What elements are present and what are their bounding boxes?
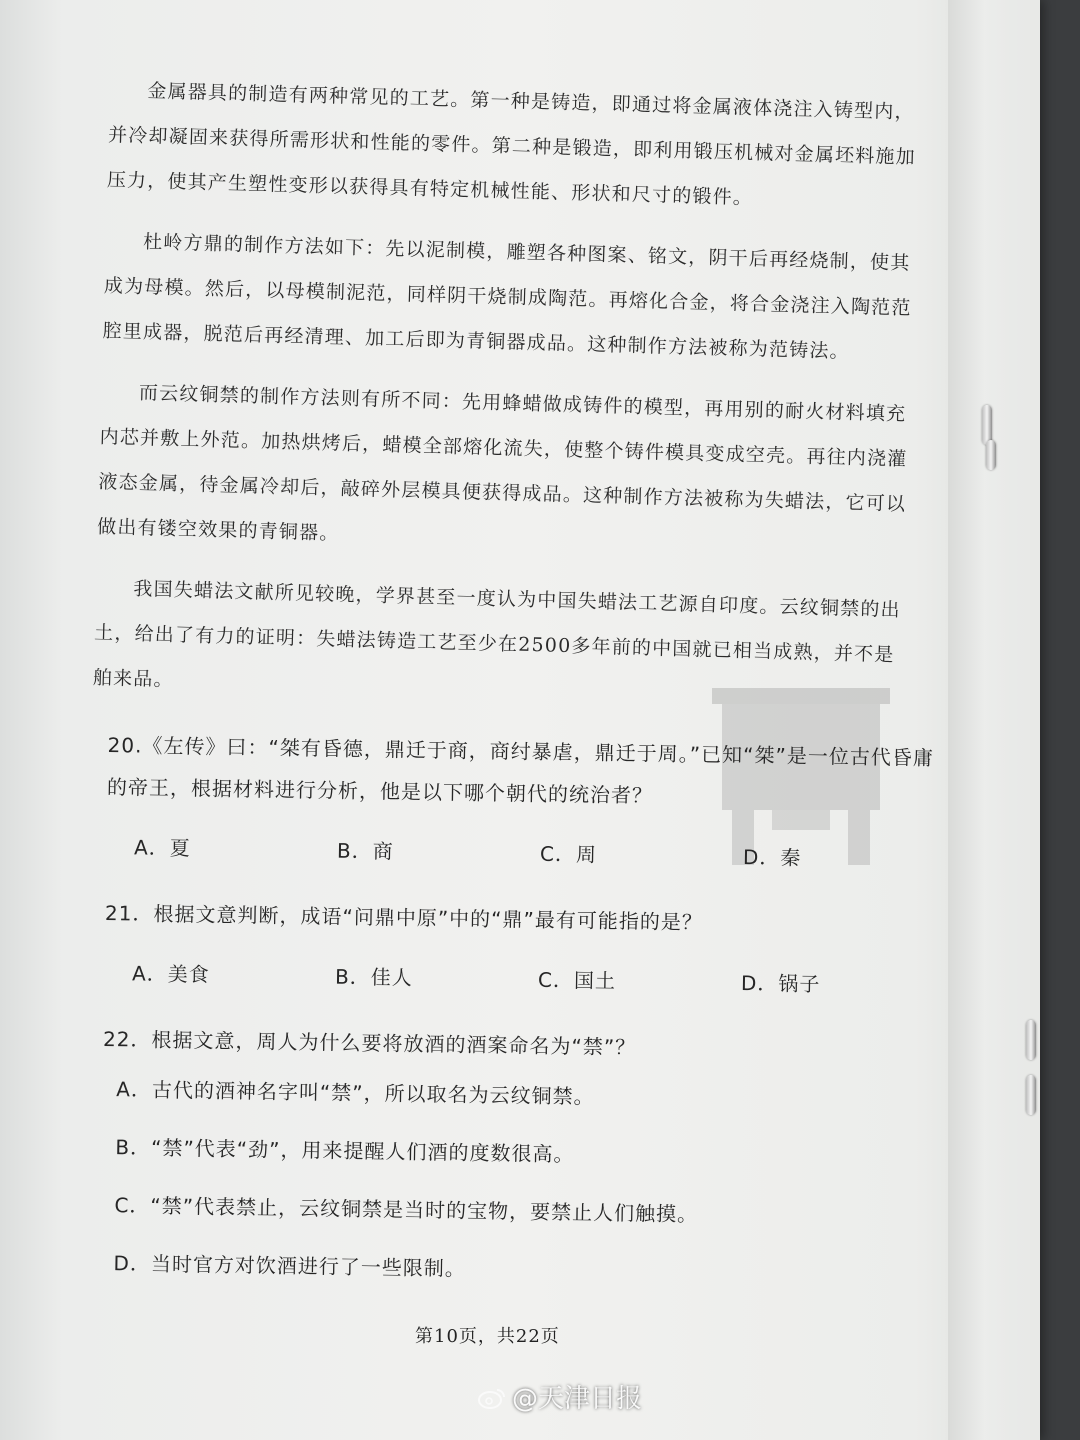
passage-paragraph: 杜岭方鼎的制作方法如下：先以泥制模，雕塑各种图案、铭文，阴干后再经烧制，使其成为母模。然后，以母模制泥范，同样阴干烧制成陶范。再熔化合金，将合金浇注入陶范范腔里成器，脱范后再经清理、加工后即为青铜器成品。这种制作方法被称为范铸法。 xyxy=(102,230,912,363)
option-d: D．秦 xyxy=(742,844,802,870)
binding-clip xyxy=(986,440,996,470)
option-c: C．国土 xyxy=(537,967,617,994)
passage-paragraph: 而云纹铜禁的制作方法则有所不同：先用蜂蜡做成铸件的模型，再用别的耐火材料填充内芯并敷上外范。加热烘烤后，蜡模全部熔化流失，使整个铸件模具变成空壳。再往内浇灌液态金属，待金属冷却后，敲碎外层模具便获得成品。这种制作方法被称为失蜡法，它可以做出有镂空效果的青铜器。 xyxy=(96,381,908,545)
option-d: D．当时官方对饮酒进行了一些限制。 xyxy=(113,1251,467,1281)
page-number: 第10页，共22页 xyxy=(415,1326,560,1347)
passage-paragraph: 金属器具的制造有两种常见的工艺。第一种是铸造，即通过将金属液体浇注入铸型内，并冷却凝固来获得所需形状和性能的零件。第二种是锻造，即利用锻压机械对金属坯料施加压力，使其产生塑性变形以获得具有特定机械性能、形状和尺寸的锻件。 xyxy=(106,80,917,210)
option-d: D．锅子 xyxy=(740,970,821,997)
option-a: A．古代的酒神名字叫“禁”，所以取名为云纹铜禁。 xyxy=(116,1077,595,1109)
question-stem: 20.《左传》曰：“桀有昏德，鼎迁于商，商纣暴虐，鼎迁于周。”已知“桀”是一位古代昏庸的帝王，根据材料进行分析，他是以下哪个朝代的统治者？ xyxy=(106,732,935,808)
option-a: A．夏 xyxy=(133,835,191,861)
question-21 xyxy=(104,892,945,1007)
question-20 xyxy=(106,724,948,881)
watermark-text: @天津日报 xyxy=(512,1384,643,1414)
weibo-icon xyxy=(478,1386,506,1408)
question-section xyxy=(99,724,948,1305)
reading-passage xyxy=(92,68,929,724)
watermark xyxy=(478,1378,642,1415)
binding-clip xyxy=(982,405,992,445)
passage-paragraph: 我国失蜡法文献所见较晚，学界甚至一度认为中国失蜡法工艺源自印度。云纹铜禁的出土，给出了有力的证明：失蜡法铸造工艺至少在2500多年前的中国就已相当成熟，并不是舶来品。 xyxy=(92,577,902,692)
option-b: B．商 xyxy=(336,838,394,864)
option-b: B．“禁”代表“劲”，用来提醒人们酒的度数很高。 xyxy=(115,1135,575,1167)
question-stem: 21．根据文意判断，成语“问鼎中原”中的“鼎”最有可能指的是？ xyxy=(104,900,704,935)
option-c: C．“禁”代表禁止，云纹铜禁是当时的宝物，要禁止人们触摸。 xyxy=(114,1193,699,1227)
question-stem: 22．根据文意，周人为什么要将放酒的酒案命名为“禁”？ xyxy=(102,1026,637,1060)
option-b: B．佳人 xyxy=(334,964,413,990)
option-row xyxy=(106,826,947,881)
binding-clip xyxy=(1026,1075,1036,1115)
option-c: C．周 xyxy=(539,841,598,867)
question-22 xyxy=(99,1018,943,1305)
page-curl-shadow xyxy=(948,0,1040,1440)
option-row xyxy=(104,952,945,1007)
option-a: A．美食 xyxy=(131,961,210,987)
binding-clip xyxy=(1026,1020,1036,1060)
